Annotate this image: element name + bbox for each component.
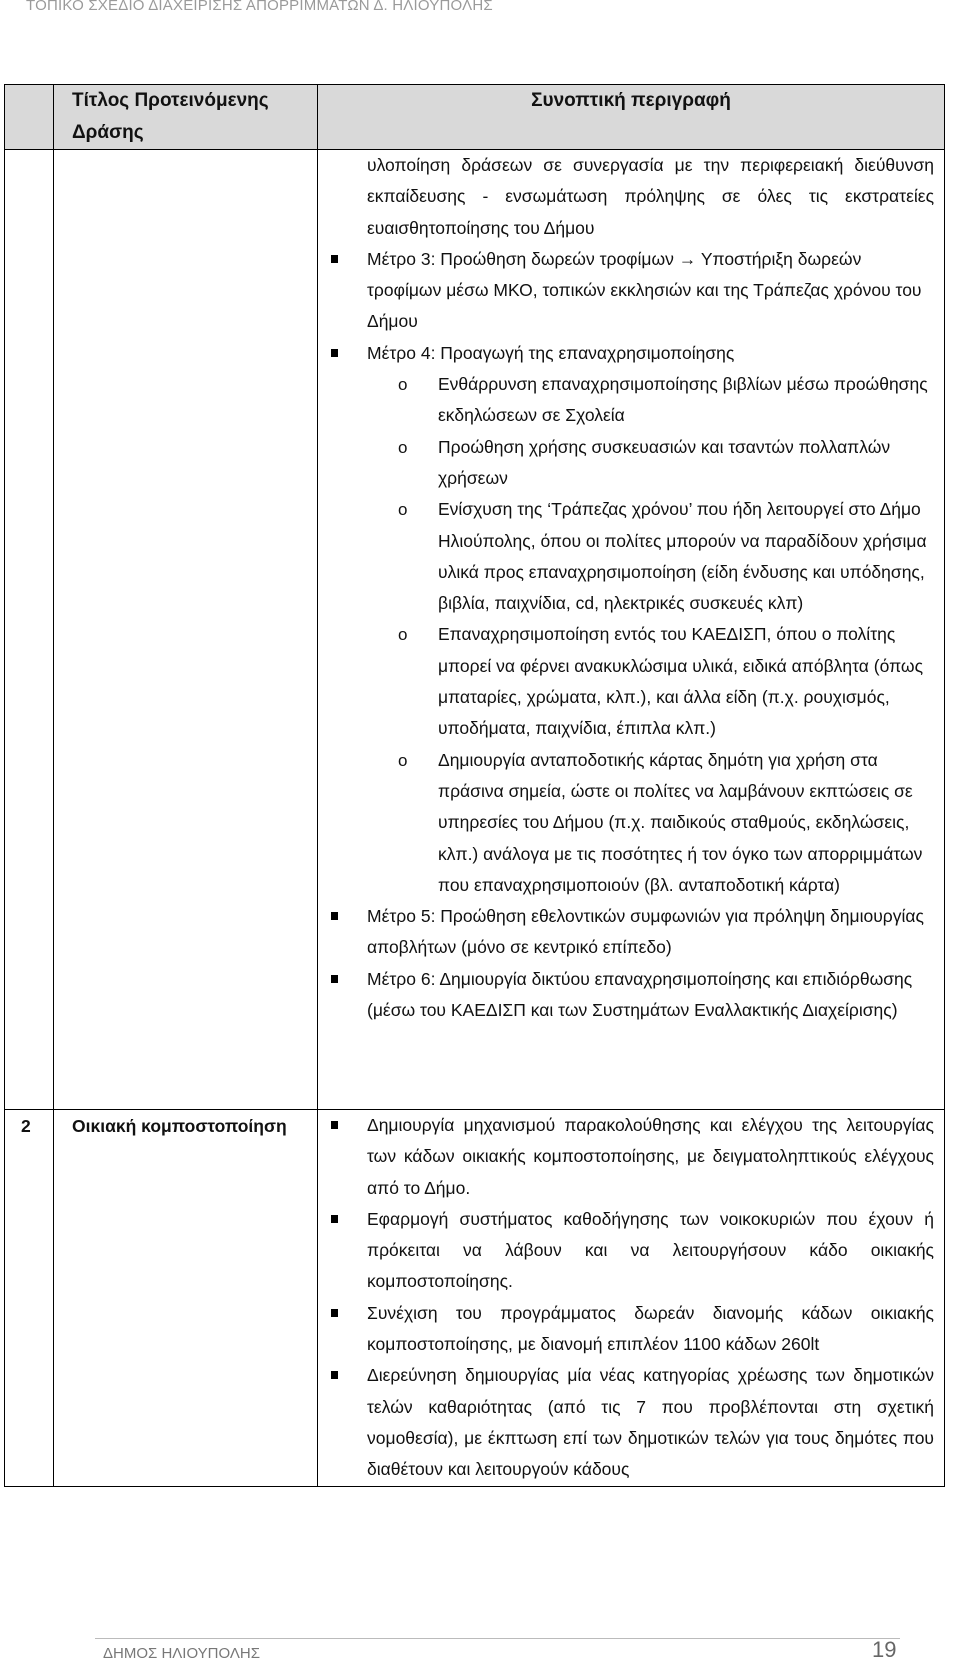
list-item xyxy=(367,1360,934,1485)
square-bullet-icon xyxy=(331,1309,338,1317)
row1-intro: υλοποίηση δράσεων σε συνεργασία με την περιφερειακή διεύθυνση εκπαίδευσης - ενσωμάτωση πρόληψης σε όλες τις εκστρατείες ευαισθητοποίησης του Δήμου xyxy=(367,155,934,238)
list-item xyxy=(367,244,934,338)
table-row xyxy=(5,150,945,1110)
list-item xyxy=(398,619,934,744)
page-header: ΤΟΠΙΚΟ ΣΧΕΔΙΟ ΔΙΑΧΕΙΡΙΣΗΣ ΑΠΟΡΡΙΜΜΑΤΩΝ Δ. ΗΛΙΟΥΠΟΛΗΣ xyxy=(26,0,493,14)
measure3-text: Μέτρο 3: Προώθηση δωρεών τροφίμων → Υποστήριξη δωρεών τροφίμων μέσω ΜΚΟ, τοπικών εκκλησιών και της Τράπεζας χρόνου του Δήμου xyxy=(367,248,922,332)
row2-title: Οικιακή κομποστοποίηση xyxy=(54,1110,318,1487)
list-item xyxy=(398,745,934,901)
row2-item: Διερεύνηση δημιουργίας μία νέας κατηγορίας χρέωσης των δημοτικών τελών καθαριότητας (από τις 7 που προβλέπονται στη σχετική νομοθεσία), με έκπτωση επί των δημοτικών τελών για τους δημότες που διαθέτουν και λειτουργούν κάδους xyxy=(367,1365,934,1480)
row1-description xyxy=(318,150,945,1110)
row1-measures xyxy=(367,244,934,1026)
measure4-item: Επαναχρησιμοποίηση εντός του ΚΑΕΔΙΣΠ, όπου ο πολίτης μπορεί να φέρνει ανακυκλώσιμα υλικά, ειδικά απόβλητα (όπως μπαταρίες, χρώματα, κλπ.), και άλλα είδη (π.χ. ρουχισμός, υποδήματα, παιχνίδια, έπιπλα κλπ.) xyxy=(438,624,924,739)
row1-number xyxy=(5,150,54,1110)
table-header-row xyxy=(5,85,945,150)
measure4-item: Προώθηση χρήσης συσκευασιών και τσαντών πολλαπλών χρήσεων xyxy=(438,436,891,488)
list-item xyxy=(367,1110,934,1204)
row2-number: 2 xyxy=(5,1110,54,1487)
row1-title xyxy=(54,150,318,1110)
measure4-item: Δημιουργία ανταποδοτικής κάρτας δημότη για χρήση στα πράσινα σημεία, ώστε οι πολίτες να λαμβάνουν εκπτώσεις σε υπηρεσίες του Δήμου (π.χ. παιδικούς σταθμούς, εκδηλώσεις, κλπ.) ανάλογα με τις ποσότητες ή τον όγκο των απορριμμάτων που επαναχρησιμοποιούν (βλ. ανταποδοτική κάρτα) xyxy=(438,749,923,895)
row2-item: Δημιουργία μηχανισμού παρακολούθησης και ελέγχου της λειτουργίας των κάδων οικιακής κομποστοποίησης, με δειγματοληπτικούς ελέγχους από το Δήμο. xyxy=(367,1115,934,1198)
square-bullet-icon xyxy=(331,912,338,920)
circle-bullet-icon: o xyxy=(398,437,408,457)
circle-bullet-icon: o xyxy=(398,625,408,645)
circle-bullet-icon: o xyxy=(398,375,408,395)
row2-description xyxy=(318,1110,945,1487)
row2-item: Συνέχιση του προγράμματος δωρεάν διανομής κάδων οικιακής κομποστοποίησης, με διανομή επιπλέον 1100 κάδων 260lt xyxy=(367,1302,934,1355)
measure4-sublist xyxy=(367,369,934,901)
row2-item: Εφαρμογή συστήματος καθοδήγησης των νοικοκυριών που έχουν ή πρόκειται να λάβουν και να λειτουργήσουν κάδο οικιακής κομποστοποίησης. xyxy=(367,1208,934,1292)
list-item xyxy=(367,1298,934,1361)
list-item xyxy=(367,1204,934,1298)
measure5-text: Μέτρο 5: Προώθηση εθελοντικών συμφωνιών για πρόληψη δημιουργίας αποβλήτων (μόνο σε κεντρικό επίπεδο) xyxy=(367,906,924,958)
measure4-item: Ενθάρρυνση επαναχρησιμοποίησης βιβλίων μέσω προώθησης εκδηλώσεων σε Σχολεία xyxy=(438,374,928,426)
circle-bullet-icon: o xyxy=(398,750,408,770)
square-bullet-icon xyxy=(331,349,338,357)
list-item xyxy=(367,338,934,901)
measure6-text: Μέτρο 6: Δημιουργία δικτύου επαναχρησιμοποίησης και επιδιόρθωσης (μέσω του ΚΑΕΔΙΣΠ και των Συστημάτων Εναλλακτικής Διαχείρισης) xyxy=(367,968,913,1021)
square-bullet-icon xyxy=(331,255,338,263)
row2-items xyxy=(367,1110,934,1486)
square-bullet-icon xyxy=(331,975,338,983)
square-bullet-icon xyxy=(331,1121,338,1129)
header-description: Συνοπτική περιγραφή xyxy=(318,85,945,150)
list-item xyxy=(398,432,934,495)
square-bullet-icon xyxy=(331,1215,338,1223)
list-item xyxy=(367,901,934,964)
measure4-text: Μέτρο 4: Προαγωγή της επαναχρησιμοποίησης xyxy=(367,342,735,363)
footer-org: ΔΗΜΟΣ ΗΛΙΟΥΠΟΛΗΣ xyxy=(103,1645,261,1662)
actions-table xyxy=(4,84,945,1487)
list-item xyxy=(398,369,934,432)
header-title: Τίτλος Προτεινόμενης Δράσης xyxy=(54,85,318,150)
measure4-item: Ενίσχυση της ‘Τράπεζας χρόνου’ που ήδη λειτουργεί στο Δήμο Ηλιούπολης, όπου οι πολίτες μπορούν να παραδίδουν χρήσιμα υλικά προς επαναχρησιμοποίηση (είδη ένδυσης και υπόδησης, βιβλία, παιχνίδια, cd, ηλεκτρικές συσκευές κλπ) xyxy=(438,499,927,614)
footer-divider xyxy=(95,1638,900,1639)
circle-bullet-icon: o xyxy=(398,500,408,520)
list-item xyxy=(367,964,934,1027)
square-bullet-icon xyxy=(331,1371,338,1379)
list-item xyxy=(398,494,934,619)
header-number xyxy=(5,85,54,150)
page-number: 19 xyxy=(872,1637,897,1662)
table-row xyxy=(5,1110,945,1487)
